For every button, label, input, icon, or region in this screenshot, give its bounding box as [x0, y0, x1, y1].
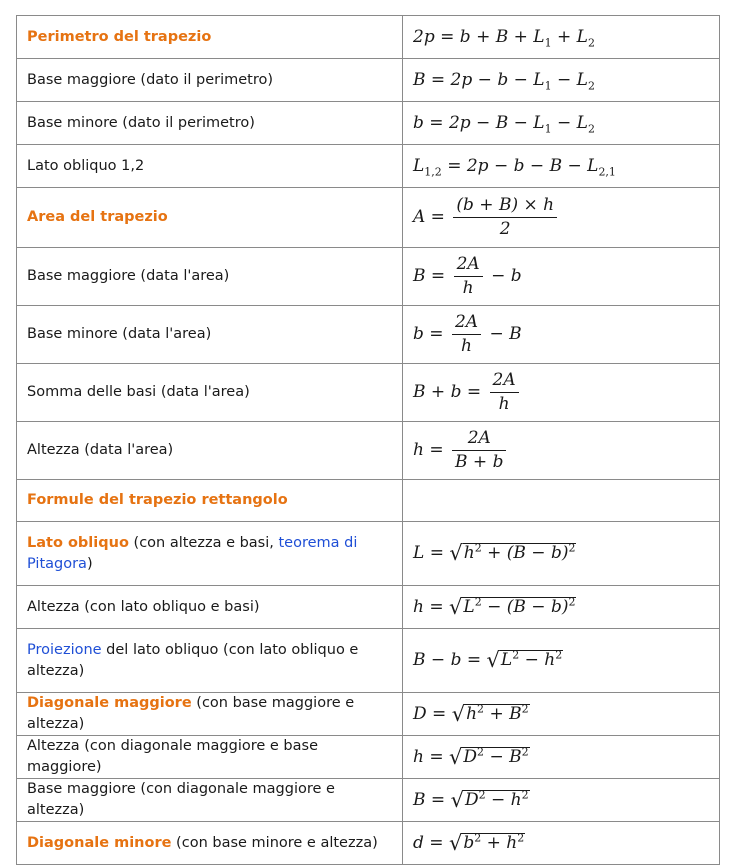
table-row [17, 364, 720, 422]
formula-label-cell [17, 248, 403, 306]
formula-cell: $h = √L^2 - (B - b)^2$ [403, 586, 720, 629]
table-row [17, 779, 720, 822]
highlighted-label: Diagonale minore [27, 834, 172, 851]
label-text: Somma delle basi (data l'area) [27, 384, 250, 400]
table-row [17, 306, 720, 364]
label-text: ) [86, 555, 93, 572]
label-text: Base maggiore (con diagonale maggiore e altezza) [27, 781, 335, 818]
table-row [17, 248, 720, 306]
formula-label-cell [17, 306, 403, 364]
label-text: Base maggiore (data l'area) [27, 268, 230, 284]
table-row [17, 145, 720, 188]
label-text: Base maggiore (dato il perimetro) [27, 71, 274, 88]
table-row [17, 693, 720, 736]
formula-cell: $L_{1,2} = 2p - b - B - L_{2,1}$ [403, 145, 720, 188]
wiki-link[interactable]: Proiezione [27, 641, 102, 658]
formula-label-cell [17, 480, 403, 522]
highlighted-label: Area del trapezio [27, 209, 168, 225]
formula-label-cell [17, 736, 403, 779]
formula-label-cell [17, 59, 403, 102]
formula-cell: $d = √b^2 + h^2$ [403, 822, 720, 865]
wiki-link[interactable]: teorema di Pitagora [27, 534, 358, 572]
table-row [17, 629, 720, 693]
formula-cell: $B = 2p - b - L_1 - L_2$ [403, 59, 720, 102]
formula-label-cell [17, 364, 403, 422]
table-row [17, 188, 720, 248]
label-text: del lato obliquo (con lato obliquo e altezza) [27, 641, 359, 679]
label-text: (con base maggiore e altezza) [27, 695, 355, 732]
label-text: (con base minore e altezza) [171, 834, 378, 851]
formula-cell: $D = √h^2 + B^2$ [403, 693, 720, 736]
label-text: Altezza (con diagonale maggiore e base maggiore) [27, 738, 318, 775]
formula-label-cell [17, 522, 403, 586]
formula-cell [403, 480, 720, 522]
formula-cell: $L = √h^2 + (B - b)^2$ [403, 522, 720, 586]
table-row [17, 480, 720, 522]
formula-cell: A = $\frac{(b + B) \times h}{2}$ [403, 188, 720, 248]
table-row [17, 16, 720, 59]
formula-label-cell [17, 422, 403, 480]
formula-cell: $2p = b + B + L_1 + L_2$ [403, 16, 720, 59]
table-row [17, 59, 720, 102]
formula-cell: $b = 2p - B - L_1 - L_2$ [403, 102, 720, 145]
highlighted-label: Diagonale maggiore [27, 695, 192, 711]
formula-label-cell [17, 16, 403, 59]
formula-cell: h = $\frac{2A}{B + b}$ [403, 422, 720, 480]
table-row [17, 422, 720, 480]
formula-label-cell [17, 102, 403, 145]
formula-label-cell [17, 693, 403, 736]
formula-cell: $B = √D^2 - h^2$ [403, 779, 720, 822]
label-text: Base minore (data l'area) [27, 326, 212, 342]
label-text: Altezza (con lato obliquo e basi) [27, 598, 260, 615]
table-row [17, 586, 720, 629]
formula-label-cell [17, 822, 403, 865]
formula-table [16, 15, 720, 865]
formula-cell: b = $\frac{2A}{h}$ − B [403, 306, 720, 364]
table-row [17, 522, 720, 586]
label-text: Altezza (data l'area) [27, 442, 174, 458]
formula-label-cell [17, 779, 403, 822]
highlighted-label: Formule del trapezio rettangolo [27, 492, 288, 508]
highlighted-label: Lato obliquo [27, 534, 129, 551]
formula-cell: $h = √D^2 - B^2$ [403, 736, 720, 779]
table-row [17, 822, 720, 865]
formula-label-cell [17, 145, 403, 188]
formula-table-body [17, 16, 720, 865]
highlighted-label: Perimetro del trapezio [27, 28, 212, 45]
formula-cell: B = $\frac{2A}{h}$ − b [403, 248, 720, 306]
label-text: Base minore (dato il perimetro) [27, 114, 255, 131]
formula-cell: $B - b = √L^2 - h^2$ [403, 629, 720, 693]
formula-label-cell [17, 629, 403, 693]
label-text: Lato obliquo 1,2 [27, 157, 145, 174]
formula-cell: B + b = $\frac{2A}{h}$ [403, 364, 720, 422]
table-row [17, 102, 720, 145]
formula-label-cell [17, 188, 403, 248]
label-text: (con altezza e basi, [128, 534, 279, 551]
table-row [17, 736, 720, 779]
formula-label-cell [17, 586, 403, 629]
